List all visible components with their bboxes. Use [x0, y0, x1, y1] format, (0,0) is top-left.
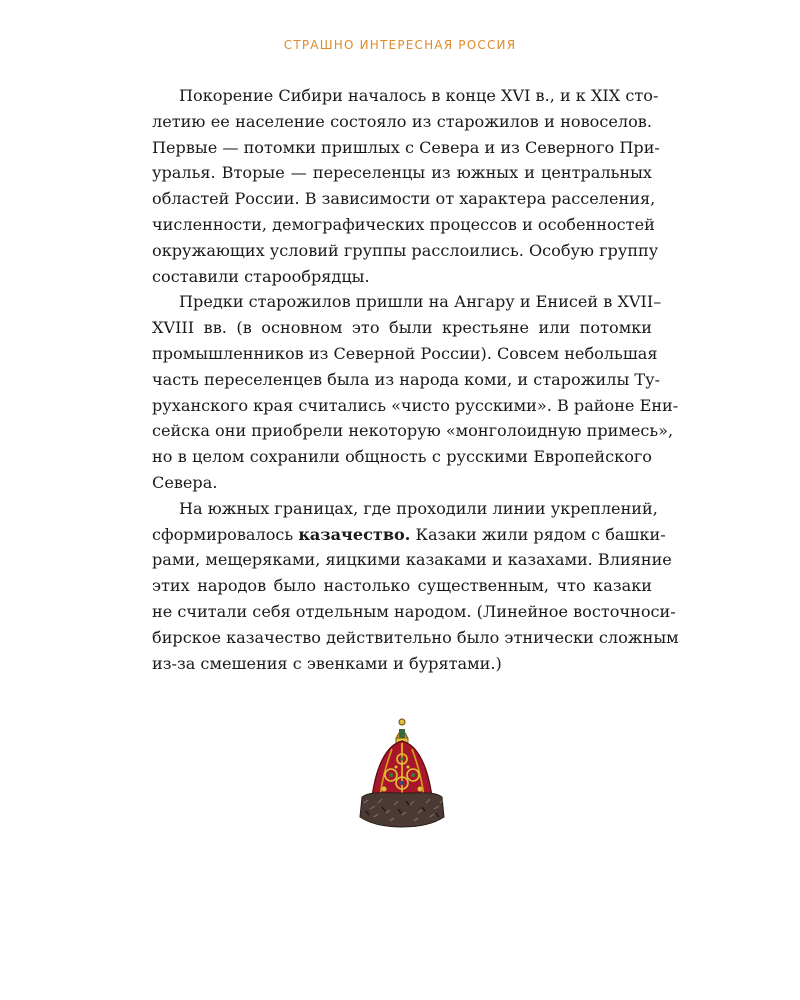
- text-line: Покорение Сибири началось в конце XVI в., и к XIX сто-: [179, 86, 659, 105]
- text-line: этих народов было настолько существенным, что казаки: [152, 576, 652, 596]
- text-line: [152, 522, 666, 548]
- text-line: составили старообрядцы.: [152, 266, 370, 286]
- text-fragment: сформировалось: [152, 524, 299, 544]
- text-line: уралья. Вторые — переселенцы из южных и центральных: [152, 163, 652, 183]
- text-line: На южных границах, где проходили линии укреплений,: [179, 498, 658, 518]
- cossack-fur-hat-icon: [356, 717, 448, 837]
- text-line: летию ее население состояло из старожилов и новоселов.: [152, 111, 652, 131]
- text-line: XVIII вв. (в основном это были крестьяне или потомки: [152, 318, 652, 338]
- text-line: Севера.: [152, 472, 218, 492]
- text-line: не считали себя отдельным народом. (Линейное восточноси-: [152, 601, 676, 621]
- text-line: но в целом сохранили общность с русскими Европейского: [152, 447, 652, 467]
- body-text: [152, 83, 679, 676]
- paragraph-2: [152, 289, 679, 495]
- text-line: окружающих условий группы расслоились. Особую группу: [152, 240, 659, 260]
- text-fragment: Казаки жили рядом с башки-: [410, 524, 666, 544]
- text-line: рами, мещеряками, яицкими казаками и казахами. Влияние: [152, 550, 672, 570]
- text-line: Первые — потомки пришлых с Севера и из Северного При-: [152, 137, 660, 157]
- text-line: руханского края считались «чисто русскими». В районе Ени-: [152, 395, 679, 415]
- running-header: СТРАШНО ИНТЕРЕСНАЯ РОССИЯ: [283, 38, 517, 52]
- text-line: Предки старожилов пришли на Ангару и Енисей в XVII–: [179, 292, 662, 312]
- text-line: численности, демографических процессов и особенностей: [152, 214, 655, 234]
- text-line: промышленников из Северной России). Совсем небольшая: [152, 343, 658, 363]
- text-line: сейска они приобрели некоторую «монголоидную примесь»,: [152, 421, 674, 441]
- text-line: бирское казачество действительно было этнически сложным: [152, 627, 679, 647]
- text-line: из-за смешения с эвенками и бурятами.): [152, 653, 502, 673]
- text-line: часть переселенцев была из народа коми, и старожилы Ту-: [152, 369, 661, 389]
- bold-term: казачество.: [298, 524, 411, 544]
- paragraph-1: [152, 83, 660, 289]
- text-line: областей России. В зависимости от характера расселения,: [152, 189, 656, 209]
- paragraph-3: [152, 496, 679, 677]
